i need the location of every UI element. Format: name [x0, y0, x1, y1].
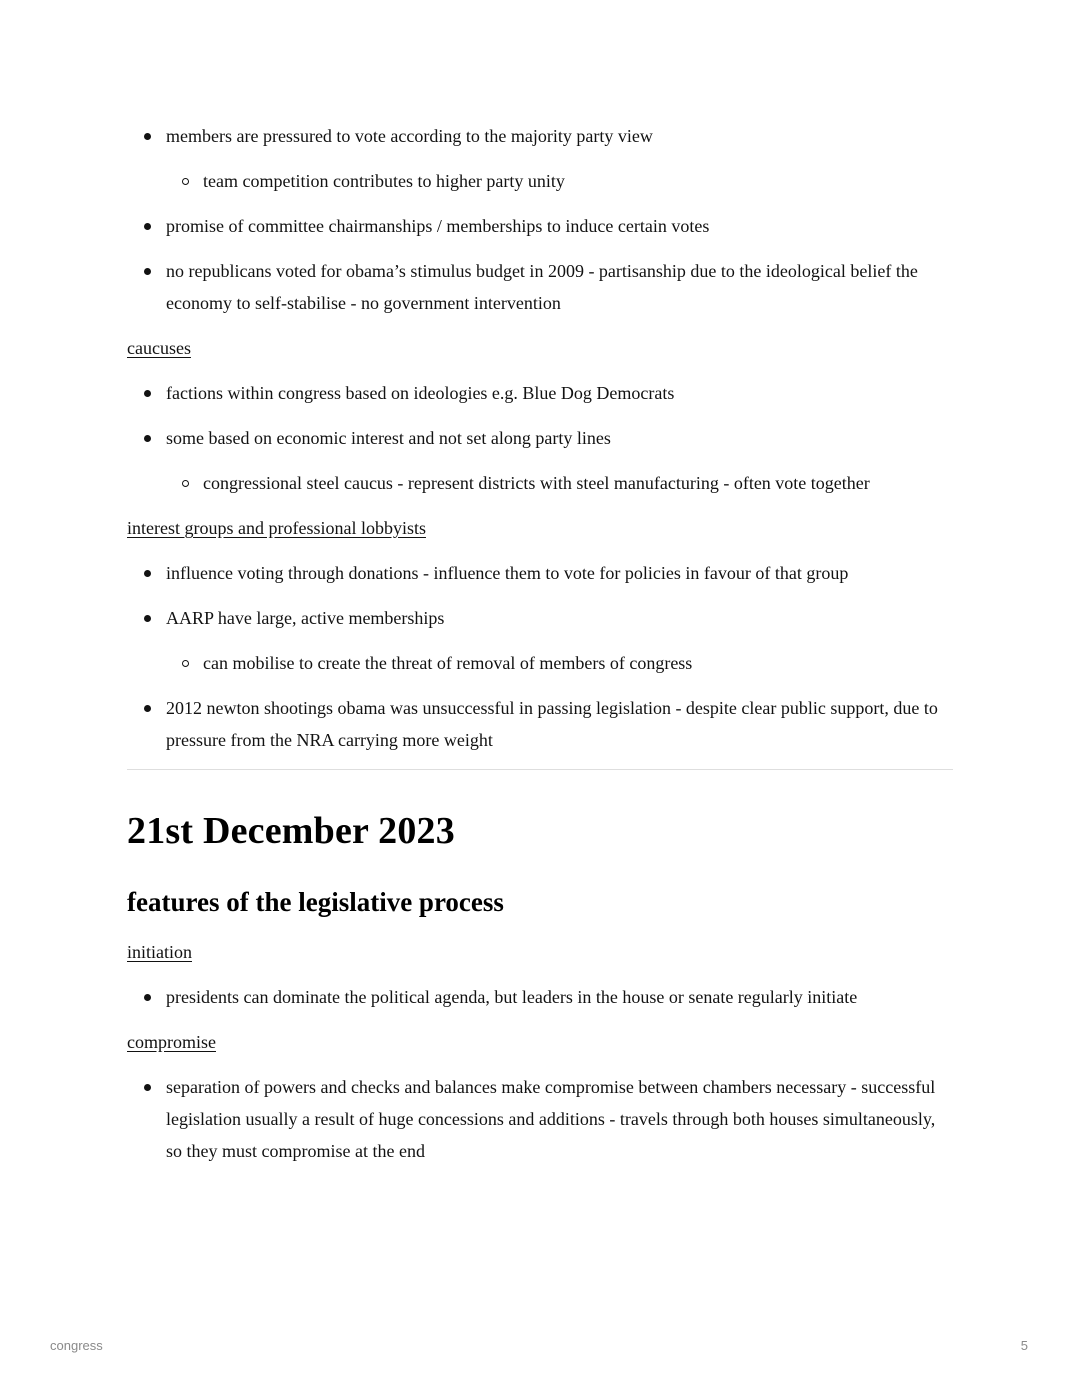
bullet-circle-icon — [182, 480, 189, 487]
date-heading: 21st December 2023 — [127, 810, 455, 852]
list-item-text: factions within congress based on ideologies e.g. Blue Dog Democrats — [166, 383, 675, 403]
footer-page-number: 5 — [1020, 1338, 1028, 1353]
bullet-disc-icon — [144, 223, 151, 230]
bullet-disc-icon — [144, 615, 151, 622]
list-item-text: 2012 newton shootings obama was unsuccessful in passing legislation - despite clear public support, due to pressure from the NRA carrying more weight — [166, 698, 938, 750]
bullet-disc-icon — [144, 570, 151, 577]
page-footer — [50, 1338, 1028, 1353]
bullet-disc-icon — [144, 435, 151, 442]
list-item — [127, 255, 953, 319]
list-item — [127, 422, 953, 454]
list-item — [127, 557, 953, 589]
list-sub-item — [127, 647, 953, 679]
bullet-disc-icon — [144, 1084, 151, 1091]
list-item-text: some based on economic interest and not set along party lines — [166, 428, 611, 448]
list-item — [127, 692, 953, 756]
list-item — [127, 210, 953, 242]
section-divider — [127, 769, 953, 770]
list-item-text: congressional steel caucus - represent districts with steel manufacturing - often vote together — [203, 473, 870, 493]
list-item-text: AARP have large, active memberships — [166, 608, 445, 628]
section-heading-legislative-process: features of the legislative process — [127, 887, 504, 917]
bullet-disc-icon — [144, 390, 151, 397]
list-item — [127, 377, 953, 409]
list-sub-item — [127, 165, 953, 197]
bullet-disc-icon — [144, 705, 151, 712]
subsection-heading-compromise: compromise — [127, 1032, 216, 1052]
list-item — [127, 602, 953, 634]
list-item-text: can mobilise to create the threat of removal of members of congress — [203, 653, 693, 673]
list-item-text: team competition contributes to higher party unity — [203, 171, 565, 191]
list-item-text: promise of committee chairmanships / memberships to induce certain votes — [166, 216, 710, 236]
list-item-text: no republicans voted for obama’s stimulus budget in 2009 - partisanship due to the ideological belief the economy to self-stabilise - no government intervention — [166, 261, 918, 313]
list-item-text: influence voting through donations - influence them to vote for policies in favour of that group — [166, 563, 849, 583]
bullet-disc-icon — [144, 268, 151, 275]
bullet-circle-icon — [182, 178, 189, 185]
list-item — [127, 981, 953, 1013]
footer-doc-title: congress — [50, 1338, 103, 1353]
subsection-heading-initiation: initiation — [127, 942, 192, 962]
subsection-heading-caucuses: caucuses — [127, 338, 191, 358]
list-sub-item — [127, 467, 953, 499]
list-item — [127, 120, 953, 152]
list-item — [127, 1071, 953, 1167]
subsection-heading-interest-groups: interest groups and professional lobbyists — [127, 518, 426, 538]
list-item-text: separation of powers and checks and balances make compromise between chambers necessary - successful legislation usually a result of huge concessions and additions - travels through both houses simultaneously, so they must compromise at the end — [166, 1077, 936, 1161]
list-item-text: presidents can dominate the political agenda, but leaders in the house or senate regularly initiate — [166, 987, 858, 1007]
bullet-disc-icon — [144, 994, 151, 1001]
bullet-circle-icon — [182, 660, 189, 667]
list-item-text: members are pressured to vote according to the majority party view — [166, 126, 653, 146]
bullet-disc-icon — [144, 133, 151, 140]
notes-content — [127, 120, 953, 1180]
